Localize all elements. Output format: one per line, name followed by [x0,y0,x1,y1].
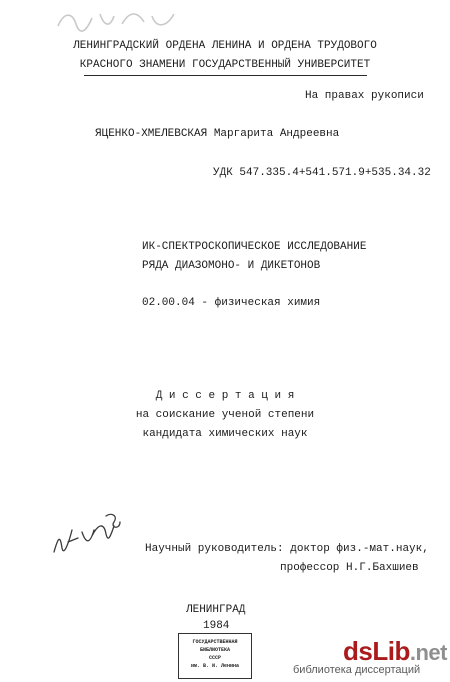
degree-line-1: Д и с с е р т а ц и я [155,390,295,402]
stamp-line-3: СССР [208,655,221,661]
top-handwriting-mark [52,6,182,36]
library-stamp [178,633,252,679]
stamp-line-4: им. В. И. Ленина [190,663,239,669]
handwritten-annotation [48,508,124,560]
institution-line-1: ЛЕНИНГРАДСКИЙ ОРДЕНА ЛЕНИНА И ОРДЕНА ТРУДОВОГО [73,40,377,52]
institution-line-2: КРАСНОГО ЗНАМЕНИ ГОСУДАРСТВЕННЫЙ УНИВЕРСИТЕТ [79,59,371,71]
watermark-logo-main: dsLib [343,636,410,666]
thesis-title-line-2: РЯДА ДИАЗОМОНО- И ДИКЕТОНОВ [142,260,321,272]
year: 1984 [203,620,230,632]
dslib-watermark-logo [343,636,447,667]
author-name: ЯЦЕНКО-ХМЕЛЕВСКАЯ Маргарита Андреевна [95,128,340,140]
supervisor-line-1: Научный руководитель: доктор физ.-мат.наук, [145,543,429,555]
institution-underline [84,75,367,76]
specialty-code: 02.00.04 - физическая химия [142,297,321,309]
supervisor-line-2: профессор Н.Г.Бахшиев [280,562,419,574]
manuscript-note: На правах рукописи [305,90,424,102]
degree-line-3: кандидата химических наук [142,428,308,440]
city: ЛЕНИНГРАД [186,604,246,616]
stamp-line-1: ГОСУДАРСТВЕННАЯ [192,639,238,645]
udc-code: УДК 547.335.4+541.571.9+535.34.32 [213,167,431,179]
stamp-line-2: БИБЛИОТЕКА [199,647,230,653]
watermark-logo-tld: .net [409,640,447,665]
watermark-subtitle: библиотека диссертаций [293,664,421,676]
thesis-title-line-1: ИК-СПЕКТРОСКОПИЧЕСКОЕ ИССЛЕДОВАНИЕ [142,241,367,253]
degree-line-2: на соискание ученой степени [135,409,315,421]
